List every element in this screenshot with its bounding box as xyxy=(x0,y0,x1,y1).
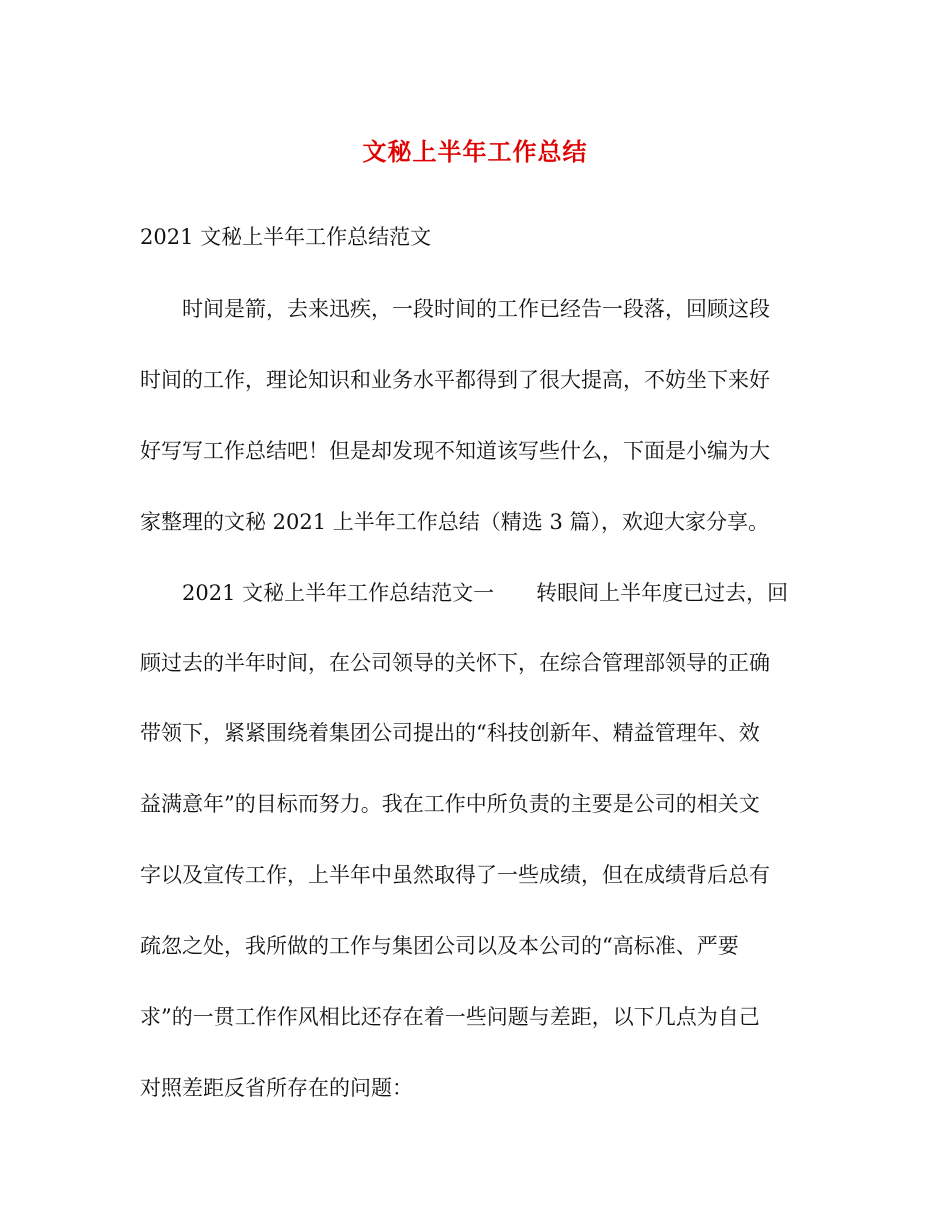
paragraph-line: 求”的一贯工作作风相比还存在着一些问题与差距，以下几点为自己 xyxy=(140,1005,760,1029)
paragraph-line: 时间的工作，理论知识和业务水平都得到了很大提高，不妨坐下来好 xyxy=(140,368,770,392)
paragraph-line: 字以及宣传工作，上半年中虽然取得了一些成绩，但在成绩背后总有 xyxy=(140,863,770,887)
paragraph-line: 好写写工作总结吧！但是却发现不知道该写些什么，下面是小编为大 xyxy=(140,439,770,463)
paragraph-line: 2021 文秘上半年工作总结范文一 转眼间上半年度已过去，回 xyxy=(140,581,789,605)
paragraph-line: 对照差距反省所存在的问题： xyxy=(140,1076,413,1100)
paragraph-line: 时间是箭，去来迅疾，一段时间的工作已经告一段落，回顾这段 xyxy=(140,297,770,321)
paragraph-line: 家整理的文秘 2021 上半年工作总结（精选 3 篇），欢迎大家分享。 xyxy=(140,510,770,534)
paragraph-line: 带领下，紧紧围绕着集团公司提出的“科技创新年、精益管理年、效 xyxy=(140,721,760,745)
paragraph-line: 疏忽之处，我所做的工作与集团公司以及本公司的“高标准、严要 xyxy=(140,934,739,958)
paragraph-line: 益满意年”的目标而努力。我在工作中所负责的主要是公司的相关文 xyxy=(140,792,760,816)
paragraph-line: 顾过去的半年时间，在公司领导的关怀下，在综合管理部领导的正确 xyxy=(140,651,770,675)
subtitle-line: 2021 文秘上半年工作总结范文 xyxy=(140,225,432,249)
document-title: 文秘上半年工作总结 xyxy=(362,138,588,166)
